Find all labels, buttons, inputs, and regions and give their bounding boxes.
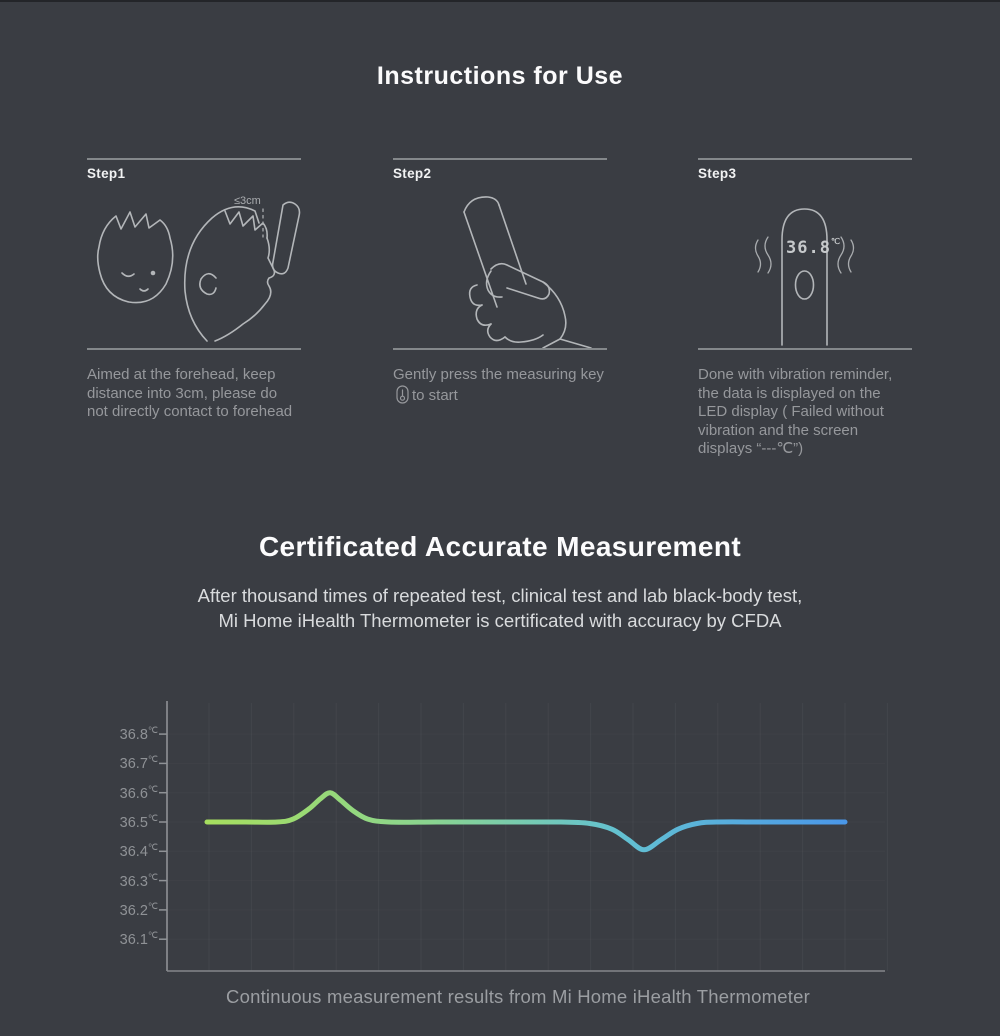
y-tick-label: 36.4℃: [119, 842, 158, 860]
y-axis-ticks: [159, 734, 885, 939]
vibration-icon-left: [756, 237, 772, 273]
step-3-panel: [698, 158, 912, 474]
y-tick-label: 36.7℃: [119, 754, 158, 772]
step-1-illustration: [87, 185, 301, 348]
step-1-description: Aimed at the forehead, keep distance into 3cm, please do not directly contact to forehead: [87, 366, 293, 420]
measurement-chart: [100, 693, 900, 993]
certification-subtext-line2: Mi Home iHealth Thermometer is certificated with accuracy by CFDA: [218, 610, 782, 631]
distance-label: ≤3cm: [234, 195, 261, 207]
step-2-label: Step2: [393, 166, 432, 181]
step-1-label: Step1: [87, 166, 126, 181]
led-display-value: 36.8℃: [786, 237, 841, 258]
step-2-illustration: [393, 185, 607, 348]
page-title: Instructions for Use: [376, 62, 624, 90]
y-tick-label: 36.6℃: [119, 784, 158, 802]
measuring-key-icon: [396, 385, 409, 404]
y-tick-label: 36.3℃: [119, 872, 158, 890]
step-2-top-divider: [393, 158, 607, 160]
step-3-label: Step3: [698, 166, 737, 181]
y-tick-label: 36.8℃: [119, 725, 158, 743]
thermometer-display-illustration: [698, 185, 912, 348]
y-tick-label: 36.1℃: [119, 930, 158, 948]
step-2-description-after: to start: [412, 386, 458, 404]
step-2-description: [393, 366, 607, 405]
step-1-bottom-divider: [87, 348, 301, 350]
top-edge-divider: [0, 0, 1000, 2]
thermometer-outline: [273, 202, 300, 274]
y-tick-label: 36.2℃: [119, 901, 158, 919]
certification-heading: Certificated Accurate Measurement: [258, 531, 742, 562]
forehead-aim-illustration: [87, 185, 301, 348]
step-3-top-divider: [698, 158, 912, 160]
chart-gridlines: [209, 703, 887, 971]
step-2-description-before: Gently press the measuring key: [393, 366, 604, 383]
chart-caption: Continuous measurement results from Mi Home iHealth Thermometer: [226, 986, 810, 1007]
certification-subtext: [0, 583, 1000, 633]
step-3-illustration: [698, 185, 912, 348]
eye-dot: [151, 271, 156, 276]
step-1-panel: [87, 158, 301, 437]
step-2-bottom-divider: [393, 348, 607, 350]
y-tick-label: 36.5℃: [119, 813, 158, 831]
step-3-bottom-divider: [698, 348, 912, 350]
step-3-description: Done with vibration reminder, the data is displayed on the LED display ( Failed without vibration and the screen displays “---℃”): [698, 366, 893, 457]
hand-holding-thermometer-illustration: [393, 185, 607, 348]
certification-subtext-line1: After thousand times of repeated test, clinical test and lab black-body test,: [197, 585, 803, 606]
measure-button-outline: [796, 271, 814, 299]
step-2-panel: [393, 158, 607, 420]
temperature-trend-line: [207, 793, 845, 850]
step-1-top-divider: [87, 158, 301, 160]
